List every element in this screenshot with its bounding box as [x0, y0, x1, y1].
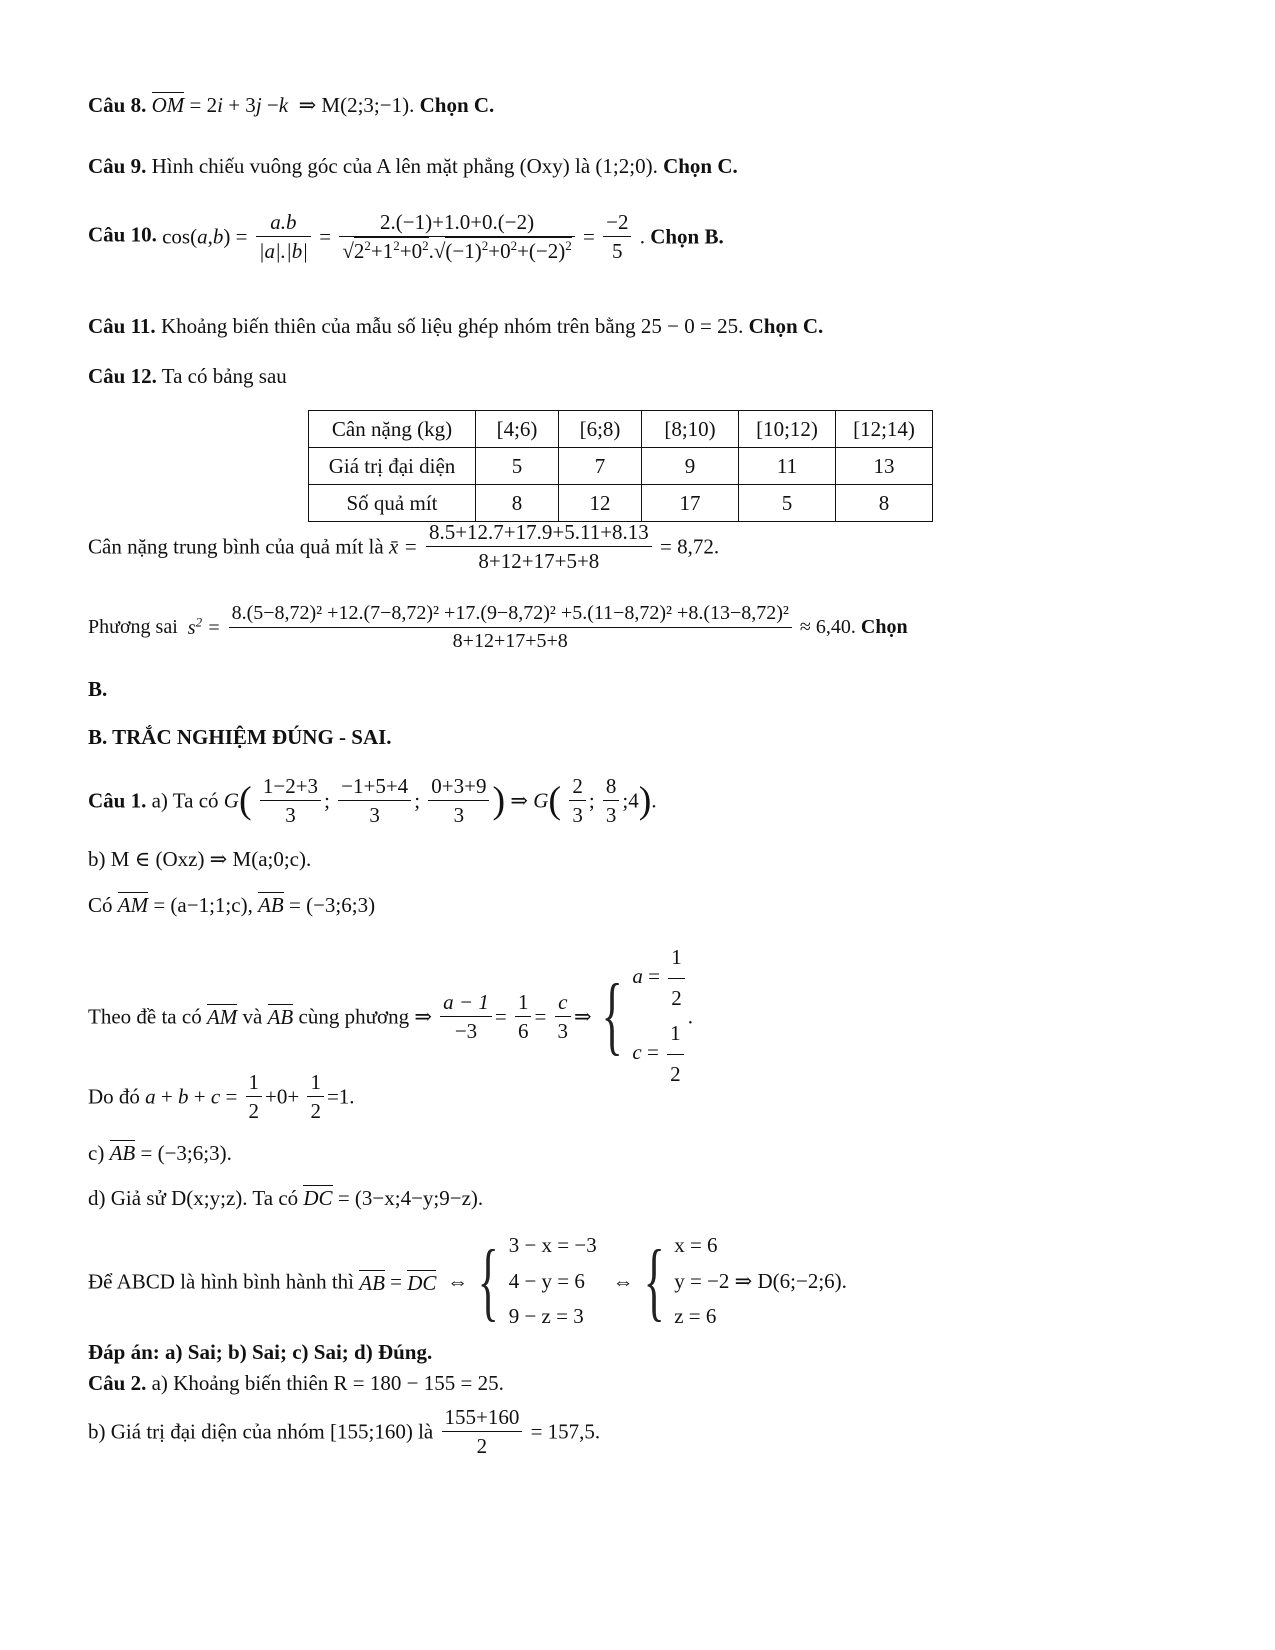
q8-label: Câu 8. [88, 93, 147, 117]
q11-text: Khoảng biến thiên của mẫu số liệu ghép nhóm trên bằng 25 − 0 = 25. [160, 314, 744, 338]
vec-k: k [278, 93, 289, 117]
c2b-line: b) Giá trị đại diện của nhóm [155;160) là $\frac{155+160}{2}$ = 157,5. [88, 1405, 601, 1459]
system-1: 3 − x = −3 4 − y = 6 9 − z = 3 [508, 1233, 597, 1329]
q10-line: Câu 10. cos(a,b) = $\frac{a.b}{|a|.|b|}$ = $\frac{2.(-1)+1.0+0.(-2)}{√2^2+1^2+0^2.√(-1)^2+0^2+(-2)^2}$ = $\frac{-2}{5}$ . Chọn B. [88, 210, 724, 264]
vec-am: AM [117, 893, 149, 917]
table-header-row: Cân nặng (kg) [4;6) [6;8) [8;10) [10;12) [12;14) [309, 411, 933, 448]
c2-label: Câu 2. [88, 1371, 147, 1395]
table-row: Số quả mít 8 12 17 5 8 [309, 485, 933, 522]
variance-fraction: 8.(5−8,72)² +12.(7−8,72)² +17.(9−8,72)² +5.(11−8,72)² +8.(13−8,72)² 8+12+17+5+8 [229, 602, 792, 653]
q10-frac2 [339, 210, 574, 263]
q10-choose: Chọn B. [650, 224, 724, 249]
mean-result: = 8,72. [660, 534, 720, 559]
section-b-title: B. TRẮC NGHIỆM ĐÚNG - SAI. [88, 725, 392, 749]
c1-label: Câu 1. [88, 788, 147, 813]
q11-choose: Chọn C. [748, 314, 824, 338]
q10-label: Câu 10. [88, 222, 157, 247]
q10-result: $\frac{-2}{5}$ [603, 210, 631, 263]
table-row: Giá trị đại diện 5 7 9 11 13 [309, 448, 933, 485]
c1d-line: d) Giả sử D(x;y;z). Ta có DC = (3−x;4−y;9−z). [88, 1186, 484, 1210]
q9-label: Câu 9. [88, 154, 147, 178]
q8-eq3: − [266, 93, 279, 117]
variance-label: Phương sai [88, 616, 178, 638]
c1c-line: c) AB = (−3;6;3). [88, 1141, 232, 1165]
q8-line [88, 92, 494, 117]
q9-line [88, 154, 738, 178]
q10-num: 2.(−1)+1.0+0.(−2) [339, 210, 574, 237]
q10-den: $√2^2+1^2+0^2.√(-1)^2+0^2+(-2)^2$ [342, 238, 572, 264]
q12-label: Câu 12. [88, 364, 157, 388]
q8-eq4: ⇒ M(2;3;−1). [298, 93, 415, 117]
q11-line [88, 314, 823, 338]
vec-j: j [255, 93, 262, 117]
mean-text: Cân nặng trung bình của quả mít là [88, 534, 384, 559]
q12-text: Ta có bảng sau [161, 364, 287, 388]
c1-co-line: Có AM = (a−1;1;c), AB = (−3;6;3) [88, 893, 376, 917]
c1a-line: Câu 1. a) Ta có G( $\frac{1-2+3}{3}$ ; $\frac{-1+5+4}{3}$ ; $\frac{0+3+9}{3}$ ) ⇒ G( $\frac{2}{3}$ ; $\frac{8}{3}$ ;4). [88, 774, 657, 828]
q9-text: Hình chiếu vuông góc của A lên mặt phẳng (Oxy) là (1;2;0). [151, 154, 658, 178]
c1-parallelogram-line: Để ABCD là hình bình hành thì AB = DC ⇔ { 3 − x = −3 4 − y = 6 9 − z = 3 ⇔ { x = 6 y = −2 ⇒ D(6;−2;6). z = 6 [88, 1228, 847, 1335]
c1-theo-line: Theo đề ta có AM và AB cùng phương ⇒ $\frac{a - 1}{-3}$ = $\frac{1}{6}$ = $\frac{c}{3}$ ⇒ { a = $\frac{1}{2}$ c = $\frac{1}{2}$ . [88, 940, 693, 1093]
vec-i: i [217, 93, 223, 117]
q10-frac1: $\frac{a.b}{|a|.|b|}$ [256, 210, 311, 263]
q12-choose: Chọn [860, 616, 908, 638]
q9-choose: Chọn C. [663, 154, 738, 178]
q8-eq2: + 3 [228, 93, 256, 117]
variance-line: Phương sai $s^2$ = 8.(5−8,72)² +12.(7−8,72)² +17.(9−8,72)² +5.(11−8,72)² +8.(13−8,72)² 8+12+17+5+8 ≈ 6,40. Chọn [88, 602, 908, 652]
variance-result: ≈ 6,40. [799, 616, 856, 638]
mean-line: Cân nặng trung bình của quả mít là x̄ = $\frac{8.5+12.7+17.9+5.11+8.13}{8+12+17+5+8}$ = 8,72. [88, 520, 720, 574]
q8-eq1: = 2 [189, 93, 218, 117]
q11-label: Câu 11. [88, 314, 156, 338]
mean-fraction: $\frac{8.5+12.7+17.9+5.11+8.13}{8+12+17+5+8}$ [426, 520, 652, 573]
c1-answer: Đáp án: a) Sai; b) Sai; c) Sai; d) Đúng. [88, 1340, 433, 1364]
system-2: x = 6 y = −2 ⇒ D(6;−2;6). z = 6 [674, 1233, 847, 1329]
vec-om: OM [151, 93, 185, 117]
q12-line [88, 364, 287, 388]
q8-choose: Chọn C. [419, 93, 495, 117]
vec-dc: DC [303, 1186, 333, 1210]
data-table [308, 410, 933, 522]
c2a-line: Câu 2. a) Khoảng biến thiên R = 180 − 155 = 25. [88, 1371, 504, 1395]
q12-choose-cont: B. [88, 677, 108, 701]
vec-ab: AB [258, 893, 284, 917]
c1-doan-line: Do đó a + b + c = $\frac{1}{2}$ +0+ $\frac{1}{2}$ =1. [88, 1070, 355, 1124]
c1b-line: b) M ∈ (Oxz) ⇒ M(a;0;c). [88, 847, 312, 871]
